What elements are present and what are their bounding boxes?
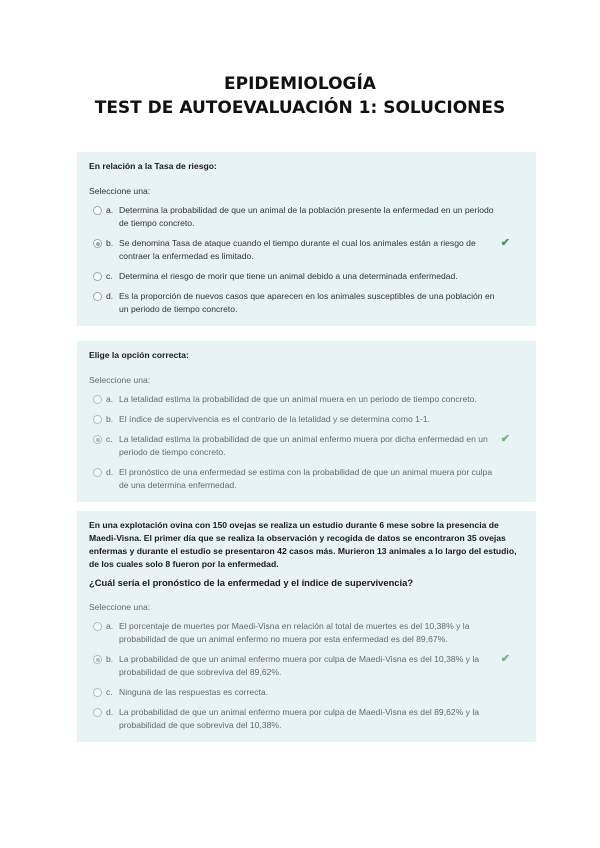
question-card-1 [77, 152, 536, 326]
radio-icon[interactable] [93, 395, 102, 404]
radio-icon[interactable] [93, 272, 102, 281]
option-letter: b. [106, 238, 114, 248]
question-text: Elige la opción correcta: [89, 350, 189, 360]
option-text: La letalidad estima la probabilidad de que un animal muera en un periodo de tiempo concreto. [119, 394, 477, 404]
radio-icon[interactable] [93, 292, 102, 301]
option-d[interactable] [89, 290, 524, 316]
option-b[interactable] [89, 653, 524, 679]
option-letter: c. [106, 687, 113, 697]
radio-icon[interactable] [93, 206, 102, 215]
option-text: La letalidad estima la probabilidad de que un animal enfermo muera por dicha enfermedad en un periodo de tiempo concreto. [119, 434, 488, 457]
option-c[interactable] [89, 270, 524, 283]
option-letter: a. [106, 394, 114, 404]
select-one-label: Seleccione una: [89, 602, 151, 612]
option-c[interactable] [89, 686, 524, 699]
radio-icon[interactable] [93, 688, 102, 697]
correct-check-icon: ✔ [500, 237, 510, 249]
option-d[interactable] [89, 466, 524, 492]
option-text: Ninguna de las respuestas es correcta. [119, 687, 269, 697]
radio-icon[interactable] [93, 708, 102, 717]
radio-icon[interactable] [93, 622, 102, 631]
document-title: EPIDEMIOLOGÍA [224, 74, 376, 94]
option-d[interactable] [89, 706, 524, 732]
option-letter: d. [106, 707, 114, 717]
question-text: En una explotación ovina con 150 ovejas se realiza un estudio durante 6 mese sobre la presencia de Maedi-Visna. El primer día que se realiza la observación y recogida de datos se encontraron 35 ovejas enfermas y durante el estudio se presentaron 42 casos más. Murieron 13 animales a lo largo del estudio, de los cuales solo 8 fueron por la enfermedad. [89, 520, 517, 569]
radio-icon[interactable] [93, 468, 102, 477]
option-letter: a. [106, 205, 114, 215]
radio-selected-icon[interactable] [93, 435, 102, 444]
question-text: En relación a la Tasa de riesgo: [89, 161, 217, 171]
option-letter: b. [106, 654, 114, 664]
select-one-label: Seleccione una: [89, 375, 151, 385]
radio-selected-icon[interactable] [93, 239, 102, 248]
option-letter: b. [106, 414, 114, 424]
option-a[interactable] [89, 393, 524, 406]
option-a[interactable] [89, 620, 524, 646]
question-card-3 [77, 511, 536, 742]
radio-icon[interactable] [93, 415, 102, 424]
option-b[interactable] [89, 413, 524, 426]
option-text: Determina la probabilidad de que un animal de la población presente la enfermedad en un periodo de tiempo concreto. [119, 205, 494, 228]
option-letter: a. [106, 621, 114, 631]
option-letter: c. [106, 271, 113, 281]
option-letter: d. [106, 467, 114, 477]
option-text: La probabilidad de que un animal enfermo muera por culpa de Maedi-Visna es del 10,38% y la probabilidad de que sobreviva del 89,62%. [119, 654, 480, 677]
document-subtitle: TEST DE AUTOEVALUACIÓN 1: SOLUCIONES [94, 98, 506, 118]
document-header [0, 72, 600, 120]
option-letter: c. [106, 434, 113, 444]
question-card-2 [77, 341, 536, 502]
option-b[interactable] [89, 237, 524, 263]
option-c[interactable] [89, 433, 524, 459]
option-a[interactable] [89, 204, 524, 230]
option-text: La probabilidad de que un animal enfermo muera por culpa de Maedi-Visna es del 89,62% y la probabilidad de que sobreviva del 10,38%. [119, 707, 480, 730]
option-text: Determina el riesgo de morir que tiene un animal debido a una determinada enfermedad. [119, 271, 458, 281]
option-letter: d. [106, 291, 114, 301]
option-text: El porcentaje de muertes por Maedi-Visna en relación al total de muertes es del 10,38% y la probabilidad de que un animal enfermo no muera por esta enfermedad es del 89,67%. [119, 621, 470, 644]
radio-selected-icon[interactable] [93, 655, 102, 664]
question-subtext: ¿Cuál sería el pronóstico de la enfermedad y el índice de supervivencia? [89, 577, 414, 588]
correct-check-icon: ✔ [500, 433, 510, 445]
correct-check-icon: ✔ [500, 653, 510, 665]
select-one-label: Seleccione una: [89, 186, 151, 196]
option-text: Es la proporción de nuevos casos que aparecen en los animales susceptibles de una población en un periodo de tiempo concreto. [119, 291, 495, 314]
option-text: El índice de supervivencia es el contrario de la letalidad y se determina como 1-1. [119, 414, 430, 424]
option-text: El pronóstico de una enfermedad se estima con la probabilidad de que un animal muera por culpa de una determina enfermedad. [119, 467, 493, 490]
option-text: Se denomina Tasa de ataque cuando el tiempo durante el cual los animales están a riesgo de contraer la enfermedad es limitado. [119, 238, 476, 261]
